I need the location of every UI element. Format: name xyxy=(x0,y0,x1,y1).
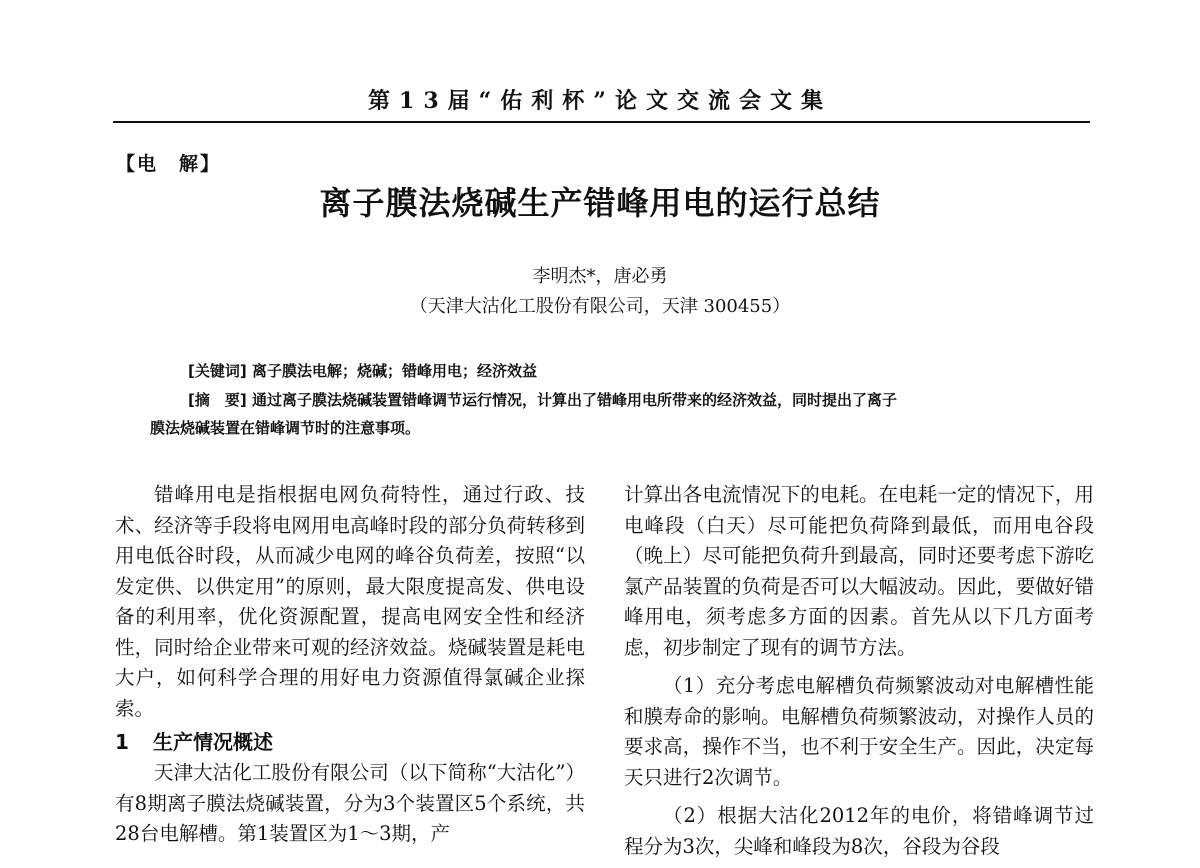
body-column-left xyxy=(115,480,585,850)
abstract-text-2: 膜法烧碱装置在错峰调节时的注意事项。 xyxy=(150,419,421,437)
abstract-line-1 xyxy=(150,386,1080,414)
running-header: 第13届“佑利杯”论文交流会文集 xyxy=(368,88,832,114)
abstract xyxy=(150,386,1080,442)
body-paragraph: （2）根据大沽化2012年的电价，将错峰调节过程分为3次，尖峰和峰段为8次，谷段为谷段 xyxy=(624,804,1094,858)
keywords xyxy=(188,357,1118,385)
keywords-text: 离子膜法电解；烧碱；错峰用电；经济效益 xyxy=(251,362,537,380)
section-heading xyxy=(115,726,585,758)
authors: 李明杰*，唐必勇 xyxy=(532,266,668,287)
header-rule xyxy=(113,121,1090,123)
article-title: 离子膜法烧碱生产错峰用电的运行总结 xyxy=(319,184,881,222)
section-title: 生产情况概述 xyxy=(153,730,273,754)
body-paragraph: 错峰用电是指根据电网负荷特性，通过行政、技术、经济等手段将电网用电高峰时段的部分负荷转移到用电低谷时段，从而减少电网的峰谷负荷差，按照“以发定供、以供定用”的原则，最大限度提高发、供电设备的利用率，优化资源配置，提高电网安全性和经济性，同时给企业带来可观的经济效益。烧碱装置是耗电大户，如何科学合理的用好电力资源值得氯碱企业探索。 xyxy=(115,483,585,720)
body-paragraph: （1）充分考虑电解槽负荷频繁波动对电解槽性能和膜寿命的影响。电解槽负荷频繁波动，对操作人员的要求高，操作不当，也不利于安全生产。因此，决定每天只进行2次调节。 xyxy=(624,674,1094,789)
body-column-right xyxy=(624,480,1094,862)
body-paragraph: 天津大沽化工股份有限公司（以下简称“大沽化”）有8期离子膜法烧碱装置，分为3个装置区5个系统，共28台电解槽。第1装置区为1～3期，产 xyxy=(115,761,585,845)
abstract-text-1: 通过离子膜法烧碱装置错峰调节运行情况，计算出了错峰用电所带来的经济效益，同时提出了离子 xyxy=(251,391,897,409)
body-paragraph: 计算出各电流情况下的电耗。在电耗一定的情况下，用电峰段（白天）尽可能把负荷降到最低，而用电谷段（晚上）尽可能把负荷升到最高，同时还要考虑下游吃氯产品装置的负荷是否可以大幅波动。因此，要做好错峰用电，须考虑多方面的因素。首先从以下几方面考虑，初步制定了现有的调节方法。 xyxy=(624,483,1094,659)
section-tag: 【电 解】 xyxy=(116,153,222,175)
abstract-label: [摘 要] xyxy=(188,391,247,409)
section-number: 1 xyxy=(115,730,129,754)
affiliation: （天津大沽化工股份有限公司，天津 300455） xyxy=(409,296,791,317)
keywords-label: [关键词] xyxy=(188,362,247,380)
